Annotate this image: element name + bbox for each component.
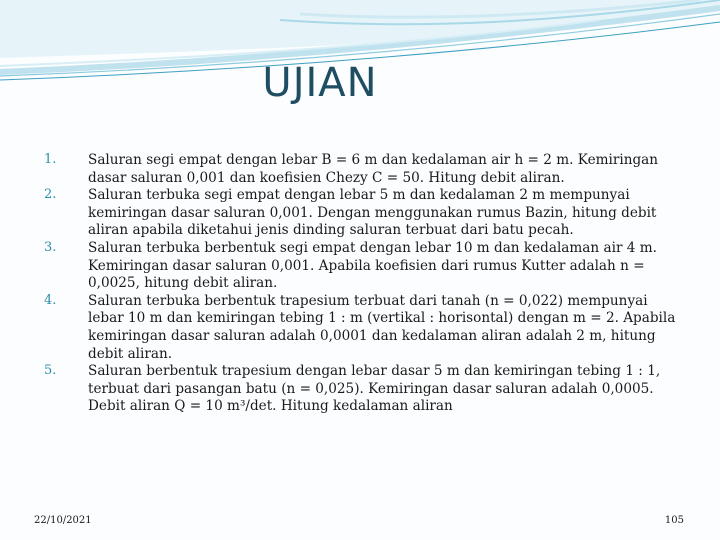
item-number: 3. (44, 239, 57, 255)
item-text: Saluran terbuka segi empat dengan lebar 5 m dan kedalaman 2 m mempunyai kemiringan dasar saluran 0,001. Dengan menggunakan rumus Bazin, hitung debit aliran apabila diketahui jenis dinding saluran terbuat dari batu pecah. (88, 187, 657, 239)
list-item (44, 363, 684, 416)
list-item (44, 187, 684, 240)
item-number: 1. (44, 152, 57, 167)
item-text: Saluran terbuka berbentuk trapesium terbuat dari tanah (n = 0,022) mempunyai lebar 10 m dan kemiringan tebing 1 : m (vertikal : horisontal) dengan m = 2. Apabila kemiringan dasar saluran adalah 0,0001 dan kedalaman aliran adalah 2 m, hitung debit aliran. (88, 292, 676, 362)
list-item (44, 293, 684, 363)
item-text: Saluran berbentuk trapesium dengan lebar dasar 5 m dan kemiringan tebing 1 : 1, terbuat dari pasangan batu (n = 0,025). Kemiringan dasar saluran adalah 0,0005. Debit aliran Q = 10 m³/det. Hitung kedalaman aliran (88, 363, 661, 415)
item-text: Saluran segi empat dengan lebar B = 6 m dan kedalaman air h = 2 m. Kemiringan dasar saluran 0,001 dan koefisien Chezy C = 50. Hitung debit aliran. (88, 152, 659, 186)
item-text: Saluran terbuka berbentuk segi empat dengan lebar 10 m dan kedalaman air 4 m. Kemiringan dasar saluran 0,001. Apabila koefisien dari rumus Kutter adalah n = 0,0025, hitung debit aliran. (88, 239, 657, 292)
list-item (44, 240, 684, 293)
item-number: 4. (44, 292, 57, 308)
list-item (44, 152, 684, 187)
item-number: 2. (44, 187, 57, 203)
page-number: 105 (664, 515, 684, 526)
item-number: 5. (44, 363, 57, 379)
exercise-list (44, 152, 684, 416)
slide-title: UJIAN (262, 60, 378, 106)
footer-date: 22/10/2021 (34, 515, 92, 526)
